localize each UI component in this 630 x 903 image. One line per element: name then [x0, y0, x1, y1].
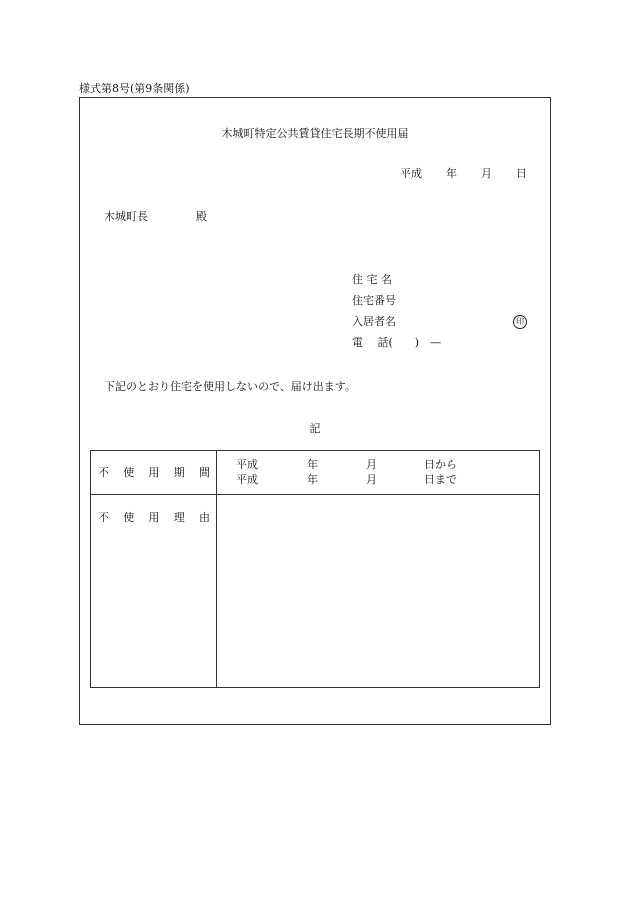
table-divider-vertical — [216, 451, 217, 687]
statement-text: 下記のとおり住宅を使用しないので、届け出ます。 — [104, 380, 356, 393]
period-to-era: 平成 — [236, 473, 258, 486]
date-day[interactable]: 日 — [516, 167, 527, 180]
addressee-honorific: 殿 — [196, 210, 207, 223]
addressee-name: 木城町長 — [104, 210, 148, 223]
period-from-day[interactable]: 日から — [424, 458, 457, 471]
submission-date — [400, 168, 527, 179]
addressee — [104, 211, 207, 222]
period-to-year[interactable]: 年 — [307, 473, 318, 486]
detail-table — [90, 450, 540, 688]
period-from-month[interactable]: 月 — [366, 458, 377, 471]
form-number: 様式第8号(第9条関係) — [79, 82, 190, 95]
reason-input-area[interactable] — [223, 503, 533, 681]
resident-name-field[interactable]: 入居者名 — [352, 315, 396, 328]
period-to-day[interactable]: 日まで — [424, 473, 457, 486]
period-from-year[interactable]: 年 — [307, 458, 318, 471]
date-era: 平成 — [400, 167, 422, 180]
seal-icon: 印 — [513, 315, 527, 329]
house-number-field[interactable]: 住宅番号 — [352, 294, 396, 307]
period-to-month[interactable]: 月 — [366, 473, 377, 486]
phone-field[interactable]: 電 話( ) — — [352, 336, 442, 349]
date-month[interactable]: 月 — [481, 167, 492, 180]
document-title: 木城町特定公共賃貸住宅長期不使用届 — [221, 127, 409, 140]
house-name-field[interactable]: 住 宅 名 — [352, 273, 392, 286]
date-year[interactable]: 年 — [446, 167, 457, 180]
period-from-era: 平成 — [236, 458, 258, 471]
ki-heading: 記 — [309, 422, 321, 435]
reason-label: 不使用理由 — [98, 511, 210, 524]
period-label: 不使用期間 — [98, 466, 210, 479]
table-divider-horizontal — [91, 494, 539, 495]
